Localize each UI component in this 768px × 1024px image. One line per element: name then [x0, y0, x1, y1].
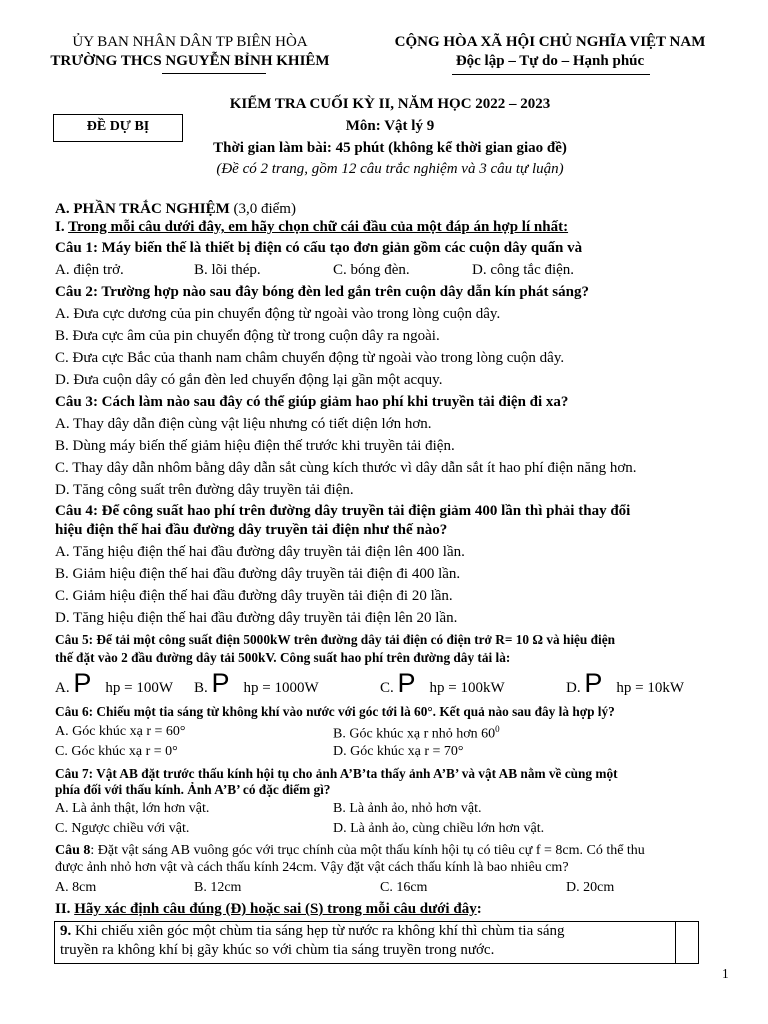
q1-option-a: A. điện trở. — [55, 262, 124, 278]
q6-option-b-text: B. Góc khúc xạ r nhỏ hơn 60 — [333, 726, 496, 742]
section-a-points: (3,0 điểm) — [229, 201, 296, 217]
question-7-label: Câu 7 — [55, 766, 89, 781]
part-ii-instruction — [55, 901, 482, 918]
reserve-exam-badge — [53, 114, 183, 142]
question-1-text: : Máy biến thế là thiết bị điện có cấu tạo đơn giản gồm các cuộn dây quấn và — [92, 240, 583, 256]
header-right-rule — [452, 74, 650, 75]
question-3-label: Câu 3 — [55, 394, 93, 410]
q3-option-a: A. Thay dây dẫn điện cùng vật liệu nhưng có tiết diện lớn hơn. — [55, 416, 432, 432]
q6-option-b — [333, 724, 500, 743]
question-6 — [55, 704, 615, 720]
q8-option-b: B. 12cm — [194, 880, 242, 895]
q5-option-a — [55, 668, 173, 699]
header-motto: Độc lập – Tự do – Hạnh phúc — [455, 53, 645, 69]
section-a-title: A. PHẦN TRẮC NGHIỆM — [55, 201, 230, 217]
question-8-label: Câu 8 — [55, 843, 91, 858]
question-9-text-line2: truyền ra không khí bị gãy khúc so với chùm tia sáng truyền trong nước. — [60, 942, 495, 958]
q6-option-a: A. Góc khúc xạ r = 60° — [55, 724, 186, 739]
q3-option-b: B. Dùng máy biến thế giảm hiệu điện thế trước khi truyền tải điện. — [55, 438, 455, 454]
q3-option-c: C. Thay dây dẫn nhôm bằng dây dẫn sắt cùng kích thước vì dây dẫn sắt ít hao phí điện năng hơn. — [55, 460, 637, 476]
question-4-text-line2: hiệu điện thế hai đầu đường dây truyền tải điện như thế nào? — [55, 522, 448, 538]
q5-option-a-letter: A. — [55, 680, 74, 696]
q2-option-d: D. Đưa cuộn dây có gắn đèn led chuyển động lại gần một acquy. — [55, 372, 443, 388]
question-2-label: Câu 2 — [55, 284, 93, 300]
q5-option-c-letter: C. — [380, 680, 398, 696]
q5-option-d-letter: D. — [566, 680, 585, 696]
header-left-rule — [162, 73, 266, 74]
question-6-label: Câu 6 — [55, 704, 89, 719]
question-2-text: : Trường hợp nào sau đây bóng đèn led gắn trên cuộn dây dẫn kín phát sáng? — [92, 284, 589, 300]
part-i-instruction — [55, 219, 568, 236]
q2-option-c: C. Đưa cực Bắc của thanh nam châm chuyển động từ ngoài vào trong lòng cuộn dây. — [55, 350, 565, 366]
question-8-text-line1: : Đặt vật sáng AB vuông góc với trục chính của một thấu kính hội tụ có tiêu cự f = 8cm. Có thể thu — [90, 843, 645, 858]
question-3 — [55, 394, 568, 411]
question-9-line1 — [60, 923, 565, 940]
q4-option-b: B. Giảm hiệu điện thế hai đầu đường dây truyền tải điện đi 400 lần. — [55, 566, 461, 582]
question-9-number: 9. — [60, 923, 72, 939]
q5-option-b — [194, 668, 319, 699]
part-i-number: I. — [55, 219, 69, 235]
q5-option-d — [566, 668, 684, 699]
q5-option-d-value: = 10kW — [631, 680, 684, 696]
q5-option-a-value: = 100W — [120, 680, 173, 696]
question-1 — [55, 240, 582, 257]
header-school: TRƯỜNG THCS NGUYỄN BỈNH KHIÊM — [50, 53, 330, 69]
header-nation: CỘNG HÒA XÃ HỘI CHỦ NGHĨA VIỆT NAM — [394, 34, 706, 50]
exam-duration: Thời gian làm bài: 45 phút (không kể thời gian giao đề) — [213, 140, 567, 156]
question-5-text-line1: : Để tải một công suất điện 5000kW trên đường dây tải điện có điện trở R= 10 Ω và hiệu điện — [88, 632, 616, 647]
question-4-label: Câu 4 — [55, 503, 93, 519]
question-5-label: Câu 5 — [55, 632, 89, 647]
q2-option-a: A. Đưa cực dương của pin chuyển động từ ngoài vào trong lòng cuộn dây. — [55, 306, 501, 322]
exam-note: (Đề có 2 trang, gồm 12 câu trắc nghiệm và 3 câu tự luận) — [216, 161, 564, 177]
q8-option-a: A. 8cm — [55, 880, 97, 895]
q5-option-b-letter: B. — [194, 680, 212, 696]
q7-option-d: D. Là ảnh ảo, cùng chiều lớn hơn vật. — [333, 821, 545, 836]
question-4-text-line1: : Để công suất hao phí trên đường dây truyền tải điện giảm 400 lần thì phải thay đổi — [92, 503, 631, 519]
q3-option-d: D. Tăng công suất trên đường dây truyền tải điện. — [55, 482, 354, 498]
q4-option-c: C. Giảm hiệu điện thế hai đầu đường dây truyền tải điện đi 20 lần. — [55, 588, 453, 604]
q6-option-d: D. Góc khúc xạ r = 70° — [333, 744, 464, 759]
question-3-text: : Cách làm nào sau đây có thể giúp giảm hao phí khi truyền tải điện đi xa? — [92, 394, 569, 410]
q5-option-b-value: = 1000W — [258, 680, 319, 696]
q5-option-d-symbol: P — [584, 668, 603, 698]
q5-option-c-symbol: P — [397, 668, 416, 698]
q6-option-c: C. Góc khúc xạ r = 0° — [55, 744, 178, 759]
part-ii-number: II. — [55, 901, 75, 917]
section-a-heading — [55, 201, 296, 218]
answer-cell[interactable] — [676, 922, 696, 962]
reserve-exam-label: ĐỀ DỰ BỊ — [86, 119, 150, 134]
question-1-label: Câu 1 — [55, 240, 93, 256]
q7-option-a: A. Là ảnh thật, lớn hơn vật. — [55, 801, 210, 816]
q5-option-d-subscript: hp — [616, 680, 632, 696]
q1-option-c: C. bóng đèn. — [333, 262, 410, 278]
question-8-text-line2: được ảnh nhỏ hơn vật và cách thấu kính 24cm. Vậy đặt vật cách thấu kính là bao nhiêu cm? — [55, 860, 569, 875]
part-ii-colon: : — [476, 901, 482, 917]
question-7-text-line2: phía đối với thấu kính. Ảnh A’B’ có đặc điểm gì? — [55, 782, 331, 797]
q5-option-c — [380, 668, 505, 699]
q4-option-d: D. Tăng hiệu điện thế hai đầu đường dây truyền tải điện lên 20 lần. — [55, 610, 458, 626]
question-9-text-line1: Khi chiếu xiên góc một chùm tia sáng hẹp từ nước ra không khí thì chùm tia sáng — [71, 923, 565, 939]
q7-option-c: C. Ngược chiều với vật. — [55, 821, 190, 836]
header-authority: ỦY BAN NHÂN DÂN TP BIÊN HÒA — [72, 34, 308, 50]
q1-option-b: B. lõi thép. — [194, 262, 261, 278]
q5-option-c-value: = 100kW — [444, 680, 505, 696]
q5-option-b-subscript: hp — [243, 680, 259, 696]
exam-title: KIỂM TRA CUỐI KỲ II, NĂM HỌC 2022 – 2023 — [229, 96, 551, 112]
question-7-text-line1: : Vật AB đặt trước thấu kính hội tụ cho ảnh A’B’ta thấy ảnh A’B’ và vật AB nằm về cùng một — [88, 766, 618, 781]
part-ii-text: Hãy xác định câu đúng (Đ) hoặc sai (S) trong mỗi câu dưới đây — [74, 901, 477, 917]
q8-option-c: C. 16cm — [380, 880, 428, 895]
question-5 — [55, 632, 615, 648]
question-8 — [55, 843, 645, 859]
q5-option-b-symbol: P — [211, 668, 230, 698]
q8-option-d: D. 20cm — [566, 880, 615, 895]
question-7 — [55, 766, 618, 782]
q2-option-b: B. Đưa cực âm của pin chuyển động từ trong cuộn dây ra ngoài. — [55, 328, 440, 344]
question-5-text-line2: thế đặt vào 2 đầu đường dây tải 500kV. Công suất hao phí trên đường dây tải là: — [55, 650, 511, 665]
exam-subject: Môn: Vật lý 9 — [345, 118, 435, 134]
q6-option-b-degree: 0 — [495, 724, 500, 734]
part-i-text: Trong mỗi câu dưới đây, em hãy chọn chữ cái đầu của một đáp án hợp lí nhất: — [68, 219, 569, 235]
question-6-text: : Chiếu một tia sáng từ không khí vào nước với góc tới là 60°. Kết quả nào sau đây là hợp lý? — [88, 704, 615, 719]
q5-option-a-subscript: hp — [105, 680, 121, 696]
q5-option-c-subscript: hp — [429, 680, 445, 696]
q1-option-d: D. công tắc điện. — [472, 262, 575, 278]
question-4 — [55, 503, 630, 520]
q7-option-b: B. Là ảnh ảo, nhỏ hơn vật. — [333, 801, 482, 816]
q5-option-a-symbol: P — [73, 668, 92, 698]
q4-option-a: A. Tăng hiệu điện thế hai đầu đường dây truyền tải điện lên 400 lần. — [55, 544, 465, 560]
question-2 — [55, 284, 589, 301]
page-number: 1 — [722, 966, 729, 981]
